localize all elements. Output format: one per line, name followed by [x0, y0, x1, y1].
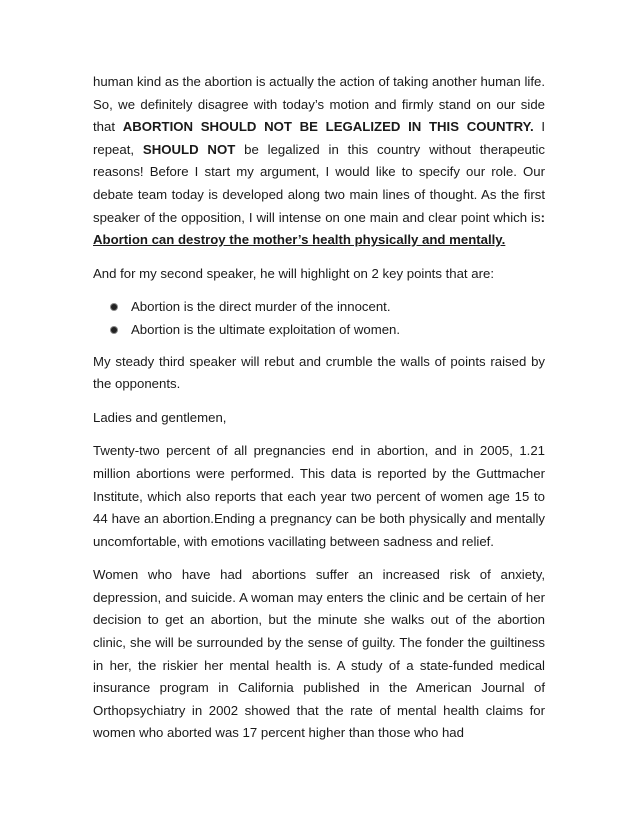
underlined-main-point: Abortion can destroy the mother’s health physically and mentally.: [93, 232, 506, 248]
text-segment: be legalized in this country without therapeutic reasons! Before I start my argument, I would like to specify our role. Our debate team today is developed along two main lines of thought. As the first speaker of the opposition, I will intense on one main and clear point which is: [93, 141, 545, 225]
bold-emphasis: SHOULD NOT: [142, 141, 236, 157]
paragraph-greeting: Ladies and gentlemen,: [93, 409, 227, 425]
paragraph-mental-health: Women who have had abortions suffer an increased risk of anxiety, depression, and suicide. A woman may enters the clinic and be certain of her decision to get an abortion, but the minute she walks out of the abortion clinic, she will be surrounded by the sense of guilty. The fonder the guiltiness in her, the riskier her mental health is. A study of a state-funded medical insurance program in California published in the American Journal of Orthopsychiatry in 2002 showed that the rate of mental health claims for women who aborted was 17 percent higher than those who had: [93, 567, 545, 741]
document-page: [93, 71, 545, 756]
list-item-text: Abortion is the ultimate exploitation of women.: [131, 321, 401, 337]
paragraph-statistics: Twenty-two percent of all pregnancies end in abortion, and in 2005, 1.21 million abortions were performed. This data is reported by the Guttmacher Institute, which also reports that each year two percent of women age 15 to 44 have an abortion.Ending a pregnancy can be both physically and mentally uncomfortable, with emotions vacillating between sadness and relief.: [93, 443, 545, 549]
paragraph-third-speaker: My steady third speaker will rebut and crumble the walls of points raised by the opponents.: [93, 353, 545, 392]
bullet-list: [93, 296, 545, 341]
text-segment: I repeat,: [93, 119, 546, 157]
list-item-text: Abortion is the direct murder of the innocent.: [131, 299, 391, 315]
bullet-icon: [111, 304, 117, 310]
paragraph-second-speaker: And for my second speaker, he will highlight on 2 key points that are:: [93, 265, 494, 281]
list-item: [93, 296, 545, 319]
bold-colon: :: [540, 209, 545, 225]
paragraph-opening: [93, 71, 545, 252]
list-item: [93, 319, 545, 342]
text-segment: human kind as the abortion is actually the action of taking another human life. So, we definitely disagree with today’s motion and firmly stand on our side that: [93, 74, 545, 135]
bold-statement: ABORTION SHOULD NOT BE LEGALIZED IN THIS COUNTRY.: [122, 119, 534, 135]
bullet-icon: [111, 327, 117, 333]
